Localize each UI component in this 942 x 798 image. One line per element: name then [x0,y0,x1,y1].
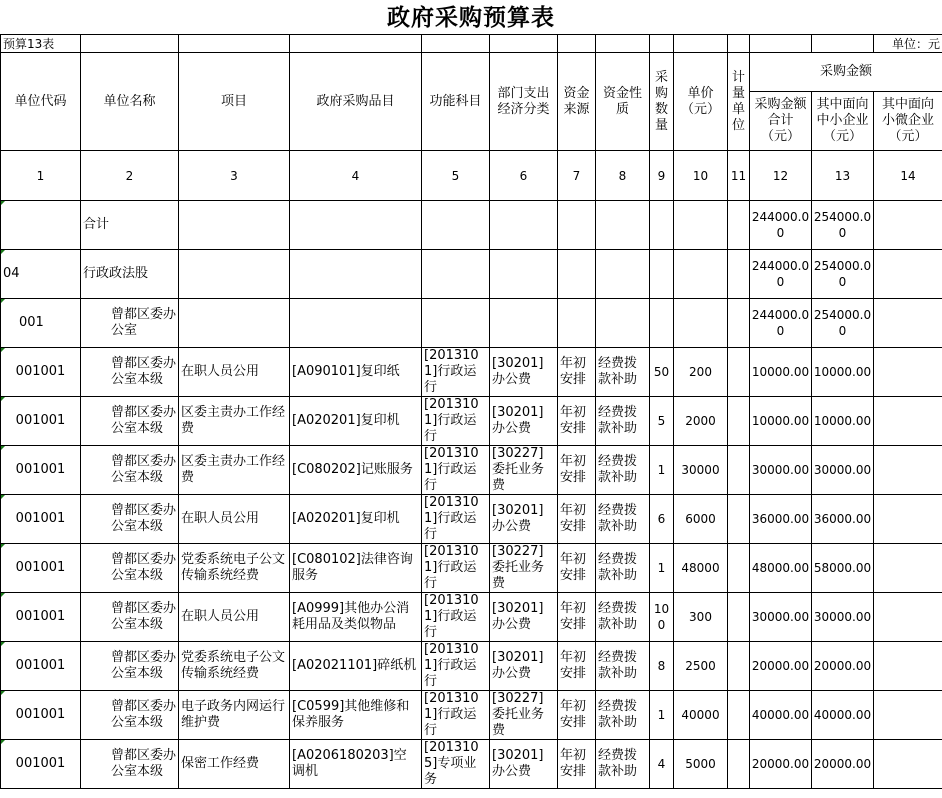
qty-cell: 1 [650,544,674,593]
amount-sme-cell: 10000.00 [812,348,874,397]
amount-total-cell: 20000.00 [750,740,812,789]
item-cell: [A0999]其他办公消耗用品及类似物品 [290,593,422,642]
project-cell: 保密工作经费 [179,740,290,789]
project-cell: 党委系统电子公文传输系统经费 [179,544,290,593]
item-cell: [A020201]复印机 [290,397,422,446]
amount-sme-cell: 20000.00 [812,740,874,789]
project-cell: 在职人员公用 [179,495,290,544]
amount-sme-cell: 58000.00 [812,544,874,593]
column-number: 9 [650,151,674,201]
header-source: 资金来源 [558,53,596,151]
subheader-row [1,35,942,53]
price-cell: 6000 [674,495,728,544]
header-item: 政府采购品目 [290,53,422,151]
qty-cell: 4 [650,740,674,789]
measure-cell [728,397,750,446]
function-cell: [2013105]专项业务 [422,740,490,789]
unit-name-cell: 曾都区委办公室本级 [81,397,179,446]
header-amount-group: 采购金额 [750,53,942,92]
source-cell: 年初安排 [558,642,596,691]
source-cell: 年初安排 [558,495,596,544]
measure-cell [728,691,750,740]
price-cell: 5000 [674,740,728,789]
nature-cell: 经费拨款补助 [596,348,650,397]
item-cell: [A0206180203]空调机 [290,740,422,789]
price-cell: 2500 [674,642,728,691]
unit-name-cell: 曾都区委办公室本级 [81,495,179,544]
qty-cell: 8 [650,642,674,691]
amount-total-cell: 48000.00 [750,544,812,593]
unit-code-cell: 001001 [1,642,81,691]
unit-name-cell: 曾都区委办公室本级 [81,446,179,495]
measure-cell [728,495,750,544]
column-number: 3 [179,151,290,201]
column-number: 7 [558,151,596,201]
column-number: 1 [1,151,81,201]
unit-code-cell: 001001 [1,446,81,495]
project-cell: 党委系统电子公文传输系统经费 [179,642,290,691]
unit-name-cell: 曾都区委办公室本级 [81,348,179,397]
unit-code-cell: 04 [1,250,81,299]
amount-micro-cell [874,397,942,446]
amount-total-cell: 244000.00 [750,250,812,299]
qty-cell: 1 [650,446,674,495]
amount-sme-cell: 254000.00 [812,201,874,250]
unit-name-cell: 行政政法股 [81,250,179,299]
amount-sme-cell: 40000.00 [812,691,874,740]
nature-cell: 经费拨款补助 [596,642,650,691]
unit-name-cell: 曾都区委办公室本级 [81,593,179,642]
amount-total-cell: 20000.00 [750,642,812,691]
function-cell: [2013101]行政运行 [422,348,490,397]
header-unit-name: 单位名称 [81,53,179,151]
unit-code-cell: 001 [1,299,81,348]
procurement-budget-table [0,34,942,789]
amount-sme-cell: 30000.00 [812,593,874,642]
function-cell: [2013101]行政运行 [422,446,490,495]
econ-cell: [30227]委托业务费 [490,691,558,740]
header-qty: 采购数量 [650,53,674,151]
unit-name-cell: 曾都区委办公室本级 [81,691,179,740]
item-cell: [A090101]复印纸 [290,348,422,397]
amount-micro-cell [874,593,942,642]
measure-cell [728,593,750,642]
nature-cell: 经费拨款补助 [596,691,650,740]
measure-cell [728,348,750,397]
unit-code-cell: 001001 [1,397,81,446]
function-cell: [2013101]行政运行 [422,593,490,642]
item-cell: [A02021101]碎纸机 [290,642,422,691]
table-row [1,691,942,740]
measure-cell [728,642,750,691]
nature-cell: 经费拨款补助 [596,495,650,544]
price-cell: 2000 [674,397,728,446]
nature-cell: 经费拨款补助 [596,446,650,495]
source-cell: 年初安排 [558,740,596,789]
nature-cell: 经费拨款补助 [596,544,650,593]
qty-cell: 100 [650,593,674,642]
amount-total-cell: 244000.00 [750,201,812,250]
project-cell: 区委主责办工作经费 [179,446,290,495]
amount-micro-cell [874,250,942,299]
column-number: 10 [674,151,728,201]
amount-micro-cell [874,740,942,789]
amount-micro-cell [874,446,942,495]
price-cell: 30000 [674,446,728,495]
econ-cell: [30201]办公费 [490,348,558,397]
function-cell: [2013101]行政运行 [422,691,490,740]
measure-cell [728,544,750,593]
qty-cell: 50 [650,348,674,397]
column-number: 12 [750,151,812,201]
price-cell: 300 [674,593,728,642]
column-number: 11 [728,151,750,201]
qty-cell: 1 [650,691,674,740]
source-cell: 年初安排 [558,593,596,642]
unit-code-cell [1,201,81,250]
unit-code-cell: 001001 [1,593,81,642]
function-cell: [2013101]行政运行 [422,495,490,544]
header-project: 项目 [179,53,290,151]
qty-cell: 6 [650,495,674,544]
project-cell: 电子政务内网运行维护费 [179,691,290,740]
header-function: 功能科目 [422,53,490,151]
econ-cell: [30201]办公费 [490,495,558,544]
amount-sme-cell: 10000.00 [812,397,874,446]
table-row [1,593,942,642]
amount-total-cell: 10000.00 [750,348,812,397]
amount-sme-cell: 254000.00 [812,250,874,299]
column-number: 5 [422,151,490,201]
item-cell: [C0599]其他维修和保养服务 [290,691,422,740]
source-cell: 年初安排 [558,691,596,740]
amount-micro-cell [874,544,942,593]
amount-total-cell: 30000.00 [750,593,812,642]
summary-row [1,201,942,250]
header-econ: 部门支出经济分类 [490,53,558,151]
price-cell: 200 [674,348,728,397]
unit-name-cell: 曾都区委办公室 [81,299,179,348]
table-row [1,446,942,495]
econ-cell: [30227]委托业务费 [490,544,558,593]
function-cell: [2013101]行政运行 [422,642,490,691]
amount-total-cell: 10000.00 [750,397,812,446]
amount-total-cell: 244000.00 [750,299,812,348]
qty-cell: 5 [650,397,674,446]
table-row [1,348,942,397]
amount-micro-cell [874,642,942,691]
source-cell: 年初安排 [558,446,596,495]
column-number: 6 [490,151,558,201]
unit-label: 单位：元 [874,35,942,53]
nature-cell: 经费拨款补助 [596,593,650,642]
function-cell: [2013101]行政运行 [422,397,490,446]
econ-cell: [30227]委托业务费 [490,446,558,495]
column-number: 13 [812,151,874,201]
amount-micro-cell [874,201,942,250]
table-row [1,740,942,789]
item-cell: [A020201]复印机 [290,495,422,544]
page-title: 政府采购预算表 [387,5,555,31]
amount-sme-cell: 36000.00 [812,495,874,544]
item-cell: [C080102]法律咨询服务 [290,544,422,593]
column-number-row [1,151,942,201]
unit-name-cell: 曾都区委办公室本级 [81,740,179,789]
column-number: 8 [596,151,650,201]
item-cell: [C080202]记账服务 [290,446,422,495]
header-price: 单价（元） [674,53,728,151]
amount-total-cell: 40000.00 [750,691,812,740]
summary-row [1,250,942,299]
header-unit-code: 单位代码 [1,53,81,151]
source-cell: 年初安排 [558,544,596,593]
header-measure: 计量单位 [728,53,750,151]
unit-code-cell: 001001 [1,544,81,593]
header-nature: 资金性质 [596,53,650,151]
econ-cell: [30201]办公费 [490,642,558,691]
project-cell: 区委主责办工作经费 [179,397,290,446]
table-row [1,495,942,544]
function-cell: [2013101]行政运行 [422,544,490,593]
amount-sme-cell: 254000.00 [812,299,874,348]
unit-name-cell: 合计 [81,201,179,250]
table-row [1,642,942,691]
table-row [1,544,942,593]
table-row [1,397,942,446]
summary-row [1,299,942,348]
amount-micro-cell [874,348,942,397]
price-cell: 40000 [674,691,728,740]
econ-cell: [30201]办公费 [490,593,558,642]
form-code: 预算13表 [1,35,81,53]
amount-micro-cell [874,495,942,544]
amount-micro-cell [874,299,942,348]
source-cell: 年初安排 [558,348,596,397]
unit-code-cell: 001001 [1,348,81,397]
amount-micro-cell [874,691,942,740]
header-micro: 其中面向小微企业（元） [874,92,942,151]
measure-cell [728,740,750,789]
econ-cell: [30201]办公费 [490,397,558,446]
unit-code-cell: 001001 [1,495,81,544]
header-sme: 其中面向中小企业（元） [812,92,874,151]
column-number: 2 [81,151,179,201]
nature-cell: 经费拨款补助 [596,740,650,789]
amount-total-cell: 30000.00 [750,446,812,495]
unit-code-cell: 001001 [1,691,81,740]
column-number: 14 [874,151,942,201]
measure-cell [728,446,750,495]
column-number: 4 [290,151,422,201]
project-cell: 在职人员公用 [179,348,290,397]
unit-name-cell: 曾都区委办公室本级 [81,544,179,593]
source-cell: 年初安排 [558,397,596,446]
econ-cell: [30201]办公费 [490,740,558,789]
unit-code-cell: 001001 [1,740,81,789]
amount-total-cell: 36000.00 [750,495,812,544]
price-cell: 48000 [674,544,728,593]
header-row [1,53,942,92]
header-total: 采购金额合计（元） [750,92,812,151]
nature-cell: 经费拨款补助 [596,397,650,446]
amount-sme-cell: 30000.00 [812,446,874,495]
project-cell: 在职人员公用 [179,593,290,642]
unit-name-cell: 曾都区委办公室本级 [81,642,179,691]
amount-sme-cell: 20000.00 [812,642,874,691]
